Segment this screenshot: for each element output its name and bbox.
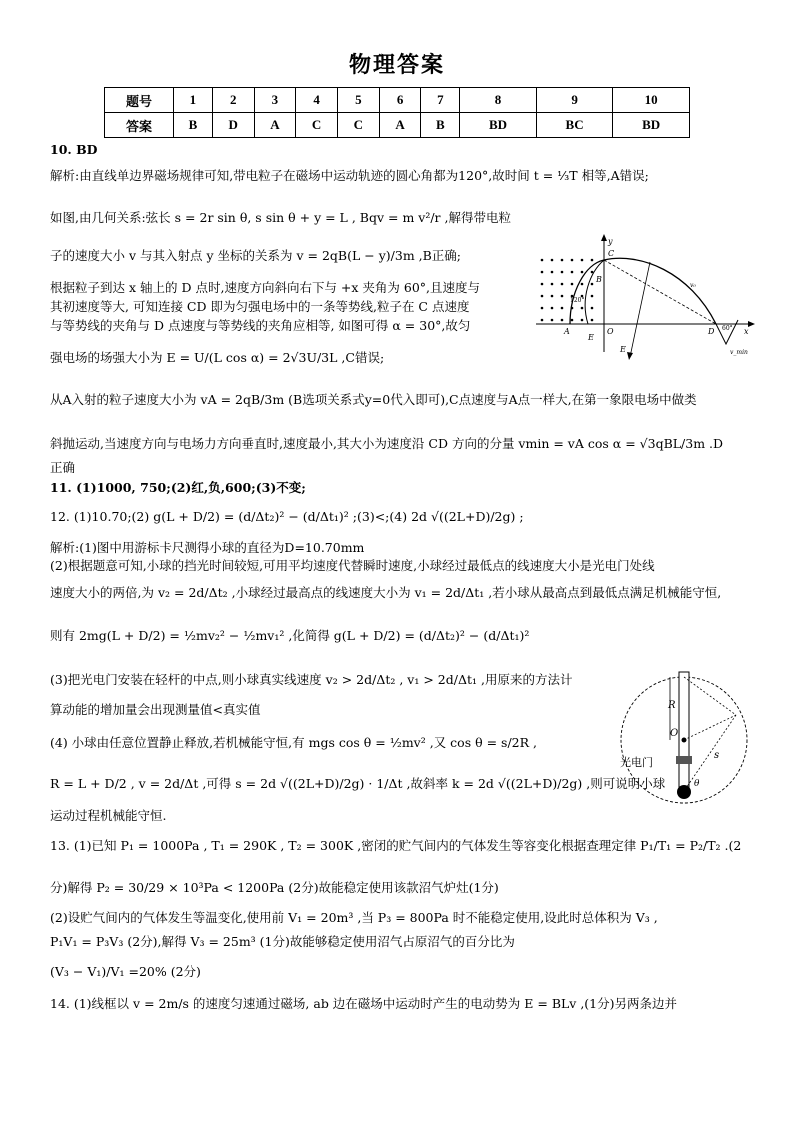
fig1-label-angle: 60° — [722, 325, 733, 332]
answer-line: 速度大小的两倍,为 v₂ = 2d/Δt₂ ,小球经过最高点的线速度大小为 v₁ = 2d/Δt₁ ,若小球从最高点到最低点满足机械能守恒, — [50, 585, 722, 600]
fig2-label-o: O — [670, 728, 679, 739]
field-arrow-icon — [627, 352, 633, 360]
chord-line-s — [684, 715, 736, 791]
fig1-label-120: 120° — [570, 297, 585, 304]
pivot-point — [682, 738, 687, 743]
fig2-label-photogate: 光电门 — [620, 756, 653, 769]
table-cell: 1 — [174, 88, 213, 113]
fig1-label-field: E — [620, 345, 626, 354]
answer-line: 从A入射的粒子速度大小为 vA = 2qB/3m (B选项关系式y=0代入即可),C点速度与A点一样大,在第一象限电场中做类 — [50, 392, 697, 407]
table-cell: 9 — [536, 88, 613, 113]
table-cell: 题号 — [105, 88, 174, 113]
table-cell: 5 — [337, 88, 379, 113]
table-cell: 3 — [254, 88, 296, 113]
fig1-label-y: y — [608, 237, 613, 246]
table-cell: 4 — [296, 88, 338, 113]
pendulum-ball — [677, 785, 691, 799]
answer-line: 解析:(1)图中用游标卡尺测得小球的直径为D=10.70mm — [50, 540, 365, 555]
table-cell: BD — [613, 113, 690, 138]
table-cell: 答案 — [105, 113, 174, 138]
fig1-label-c: C — [608, 249, 615, 258]
fig1-label-vmin: v_min — [730, 349, 748, 356]
answer-line: 强电场的场强大小为 E = U/(L cos α) = 2√3U/3L ,C错误; — [50, 350, 385, 365]
table-cell: B — [421, 113, 460, 138]
answer-line: 10. BD — [50, 142, 98, 157]
answer-line: 斜抛运动,当速度方向与电场力方向垂直时,速度最小,其大小为速度沿 CD 方向的分量 vmin = vA cos α = √3qBL/3m .D — [50, 436, 724, 451]
fig1-label-d: D — [708, 327, 715, 336]
y-axis-arrow-icon — [601, 234, 607, 241]
table-cell: D — [212, 113, 254, 138]
answer-line: 14. (1)线框以 v = 2m/s 的速度匀速通过磁场, ab 边在磁场中运动时产生的电动势为 E = BLv ,(1分)另两条边并 — [50, 996, 678, 1011]
answer-line: (4) 小球由任意位置静止释放,若机械能守恒,有 mgs cos θ = ½mv² ,又 cos θ = s/2R , — [50, 735, 537, 750]
fig1-label-o: O — [607, 327, 614, 336]
pendulum-rod — [679, 672, 689, 792]
fig2-label-theta: θ — [694, 779, 700, 789]
table-cell: C — [296, 113, 338, 138]
table-cell: A — [254, 113, 296, 138]
table-cell: 6 — [379, 88, 421, 113]
answer-line: (2)根据题意可知,小球的挡光时间较短,可用平均速度代替瞬时速度,小球经过最低点的线速度大小是光电门处线 — [50, 558, 655, 573]
table-cell: C — [337, 113, 379, 138]
answer-line: 运动过程机械能守恒. — [50, 808, 167, 823]
pendulum-figure — [618, 660, 768, 820]
answer-table — [104, 87, 690, 138]
trajectory-figure — [530, 232, 760, 362]
fig1-label-b: B — [596, 275, 602, 284]
field-line — [630, 262, 650, 357]
page-title: 物理答案 — [348, 52, 445, 78]
radius-line — [684, 715, 736, 740]
answer-line: 12. (1)10.70;(2) g(L + D/2) = (d/Δt₂)² − (d/Δt₁)² ;(3)<;(4) 2d √((2L+D)/2g) ; — [50, 509, 524, 524]
answer-line: 子的速度大小 v 与其入射点 y 坐标的关系为 v = 2qB(L − y)/3m ,B正确; — [50, 248, 462, 263]
fig2-label-s: s — [714, 750, 720, 761]
answer-line: (2)设贮气间内的气体发生等温变化,使用前 V₁ = 20m³ ,当 P₃ = 800Pa 时不能稳定使用,设此时总体积为 V₃ , — [50, 910, 658, 925]
answer-line: P₁V₁ = P₃V₃ (2分),解得 V₃ = 25m³ (1分)故能够稳定使用沼气占原沼气的百分比为 — [50, 934, 515, 949]
answer-line: 解析:由直线单边界磁场规律可知,带电粒子在磁场中运动轨迹的圆心角都为120°,故时间 t = ⅓T 相等,A错误; — [50, 168, 649, 183]
x-axis-arrow-icon — [748, 321, 755, 327]
answer-line: 根据粒子到达 x 轴上的 D 点时,速度方向斜向右下与 +x 夹角为 60°,且速度与 — [50, 280, 481, 295]
fig2-label-r: R — [668, 700, 676, 711]
answer-line: (V₃ − V₁)/V₁ =20% (2分) — [50, 964, 201, 979]
fig1-label-v0: v₀ — [690, 282, 696, 289]
answer-line: 算动能的增加量会出现测量值<真实值 — [50, 702, 261, 717]
table-cell: 2 — [212, 88, 254, 113]
answer-line: 如图,由几何关系:弦长 s = 2r sin θ, s sin θ + y = L , Bqv = m v²/r ,解得带电粒 — [50, 210, 511, 225]
table-cell: B — [174, 113, 213, 138]
table-cell: 10 — [613, 88, 690, 113]
fig1-label-x: x — [744, 327, 749, 336]
answer-line: 正确 — [50, 460, 76, 475]
table-cell: 8 — [460, 88, 537, 113]
answer-line: 其初速度等大, 可知连接 CD 即为匀强电场中的一条等势线,粒子在 C 点速度 — [50, 299, 470, 314]
answer-line: 13. (1)已知 P₁ = 1000Pa , T₁ = 290K , T₂ = 300K ,密闭的贮气间内的气体发生等容变化根据查理定律 P₁/T₁ = P₂/T₂ .(2 — [50, 838, 742, 853]
answer-line: R = L + D/2 , v = 2d/Δt ,可得 s = 2d √((2L+D)/2g) · 1/Δt ,故斜率 k = 2d √((2L+D)/2g) ,则可说明小球 — [50, 776, 666, 791]
chord-line — [684, 677, 736, 715]
equipotential-line-cd — [604, 260, 716, 324]
fig1-label-a: A — [564, 327, 570, 336]
table-cell: 7 — [421, 88, 460, 113]
answer-line: (3)把光电门安装在轻杆的中点,则小球真实线速度 v₂ > 2d/Δt₂ , v₁ > 2d/Δt₁ ,用原来的方法计 — [50, 672, 573, 687]
answer-table-header-row — [105, 88, 690, 113]
answer-table-answer-row — [105, 113, 690, 138]
answer-line: 11. (1)1000, 750;(2)红,负,600;(3)不变; — [50, 480, 306, 495]
table-cell: BD — [460, 113, 537, 138]
answer-line: 则有 2mg(L + D/2) = ½mv₂² − ½mv₁² ,化简得 g(L + D/2) = (d/Δt₂)² − (d/Δt₁)² — [50, 628, 530, 643]
table-cell: A — [379, 113, 421, 138]
fig1-label-e: E — [588, 333, 594, 342]
answer-line: 与等势线的夹角与 D 点速度与等势线的夹角应相等, 如图可得 α = 30°,故匀 — [50, 318, 471, 333]
trajectory-path — [570, 258, 716, 324]
table-cell: BC — [536, 113, 613, 138]
photogate-body — [676, 756, 692, 764]
answer-line: 分)解得 P₂ = 30/29 × 10³Pa < 1200Pa (2分)故能稳定使用该款沼气炉灶(1分) — [50, 880, 499, 895]
